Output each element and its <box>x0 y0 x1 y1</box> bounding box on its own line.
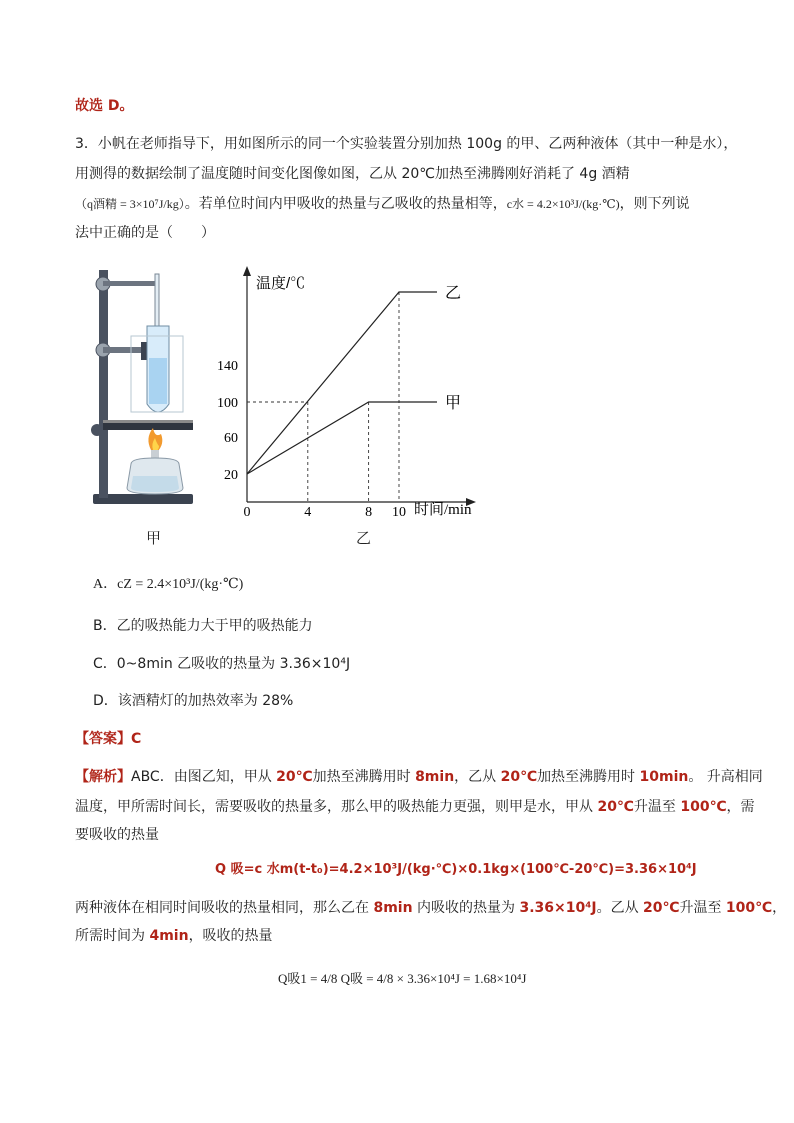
analysis-line-3: 要吸收的热量 <box>75 827 159 843</box>
previous-answer-note: 故选 D。 <box>75 98 134 114</box>
series-line-yi <box>247 292 437 474</box>
analysis-text: 加热至沸腾用时 <box>312 769 416 785</box>
analysis-text: ABC．由图乙知，甲从 <box>131 769 277 785</box>
heating-apparatus-illustration <box>85 262 205 510</box>
series-label: 甲 <box>445 393 462 412</box>
analysis-highlight: 100℃ <box>680 799 727 815</box>
x-tick-label: 0 <box>243 505 251 520</box>
option-b: B．乙的吸热能力大于甲的吸热能力 <box>93 618 313 634</box>
analysis-text: 加热至沸腾用时 <box>537 769 640 785</box>
question-text-3: 。若单位时间内甲吸收的热量与乙吸收的热量相等， <box>184 196 507 212</box>
option-c: C．0~8min 乙吸收的热量为 3.36×10⁴J <box>93 656 351 672</box>
analysis-text: ， <box>772 900 787 916</box>
question-line-1 <box>75 133 737 153</box>
x-axis-label: 时间/min <box>414 502 472 518</box>
answer <box>75 728 141 748</box>
option-a: A．cZ = 2.4×10³J/(kg·℃) <box>93 577 244 592</box>
series-label: 乙 <box>445 283 462 302</box>
question-number: 3． <box>75 136 98 152</box>
x-tick-label: 4 <box>304 505 312 520</box>
answer-label: 【答案】 <box>75 731 131 747</box>
fuel-heat-value-formula: （q酒精 = 3×10⁷J/kg） <box>75 197 185 211</box>
y-axis-arrow <box>243 266 251 276</box>
analysis-highlight: 100℃ <box>725 900 773 916</box>
y-axis-label: 温度/℃ <box>256 275 306 292</box>
y-tick-label: 140 <box>217 359 238 374</box>
analysis-highlight: 20℃ <box>597 799 634 815</box>
apparatus-caption: 甲 <box>146 529 162 547</box>
analysis-highlight: 3.36×10⁴J <box>519 900 597 916</box>
analysis-highlight: 20℃ <box>643 900 680 916</box>
analysis-highlight: 8min <box>373 900 413 916</box>
heat-absorbed-4min-formula: Q吸1 = 4/8 Q吸 = 4/8 × 3.36×10⁴J = 1.68×10⁴J <box>278 971 527 986</box>
question-line-4: 法中正确的是（ ） <box>75 225 215 241</box>
analysis-highlight: 4min <box>149 928 189 944</box>
x-tick-label: 10 <box>392 505 406 520</box>
analysis-text: 内吸收的热量为 <box>412 900 520 916</box>
analysis-highlight: 20℃ <box>276 769 313 785</box>
analysis-highlight: 10min <box>639 769 689 785</box>
y-tick-label: 100 <box>217 396 238 411</box>
analysis-highlight: 8min <box>415 769 455 785</box>
series-line-jia <box>247 402 437 474</box>
option-d: D．该酒精灯的加热效率为 28% <box>93 693 294 709</box>
analysis-line-2 <box>75 796 755 816</box>
analysis-highlight: 20℃ <box>500 769 538 785</box>
y-tick-label: 20 <box>224 468 238 483</box>
analysis-label: 【解析】 <box>75 769 131 785</box>
analysis-text: ，吸收的热量 <box>188 928 273 944</box>
analysis-text: 。 升高相同 <box>688 769 763 785</box>
x-tick-label: 8 <box>365 505 373 520</box>
analysis-text: ，需 <box>726 799 755 815</box>
analysis-text: ，乙从 <box>454 769 501 785</box>
answer-value: C <box>131 731 142 747</box>
heat-absorbed-formula: Q 吸=c 水m(t-t₀)=4.2×10³J/(kg·℃)×0.1kg×(100℃-20℃)=3.36×10⁴J <box>215 862 697 877</box>
analysis-text: 温度，甲所需时间长，需要吸收的热量多，那么甲的吸热能力更强，则甲是水，甲从 <box>75 799 598 815</box>
analysis-text: 两种液体在相同时间吸收的热量相同，那么乙在 <box>75 900 374 916</box>
water-specific-heat-formula: c水 = 4.2×10³J/(kg·℃) <box>506 197 620 211</box>
analysis-text: 升温至 <box>679 900 726 916</box>
analysis-line-5 <box>75 925 273 945</box>
analysis-line-4 <box>75 897 786 917</box>
question-line-3 <box>75 193 690 213</box>
question-text-1: 小帆在老师指导下，用如图所示的同一个实验装置分别加热 100g 的甲、乙两种液体（其中一种是水）， <box>97 136 738 152</box>
analysis-text: 所需时间为 <box>75 928 150 944</box>
analysis-text: 升温至 <box>633 799 681 815</box>
question-line-2: 用测得的数据绘制了温度随时间变化图像如图，乙从 20℃加热至沸腾刚好消耗了 4g 酒精 <box>75 166 630 182</box>
analysis-text: 。乙从 <box>596 900 644 916</box>
temperature-time-graph <box>200 262 500 522</box>
y-tick-label: 60 <box>224 431 238 446</box>
analysis-line-1 <box>75 766 763 786</box>
question-text-3-tail: ，则下列说 <box>619 196 690 212</box>
graph-caption: 乙 <box>356 529 372 547</box>
